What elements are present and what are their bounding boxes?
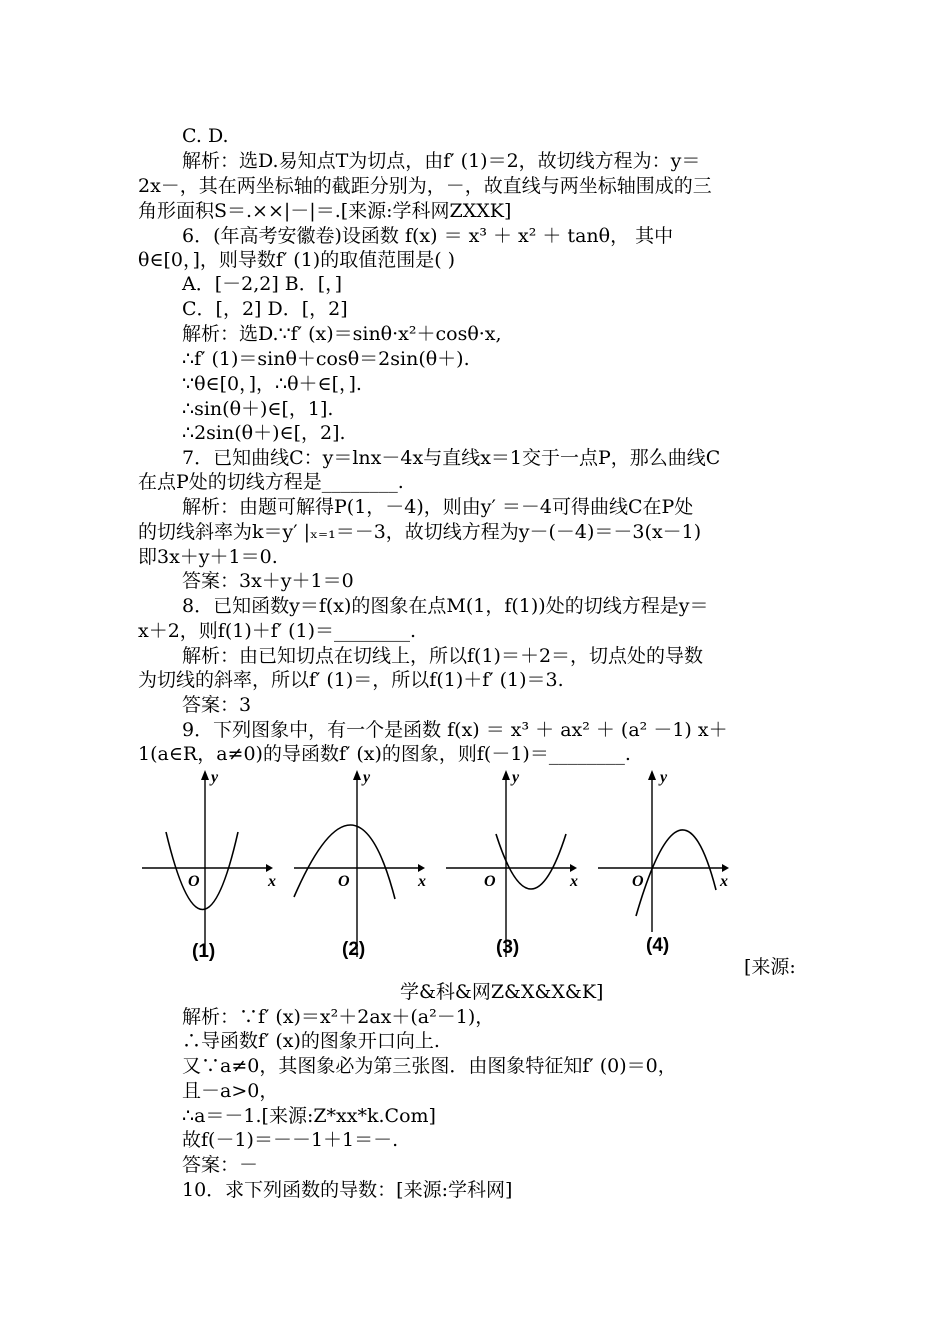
text-line: ∴导函数f′ (x)的图象开口向上. xyxy=(182,1030,440,1052)
text-line: 且－a>0， xyxy=(182,1080,279,1102)
graph-2 xyxy=(290,762,430,962)
x-arrow xyxy=(722,864,729,872)
text-line: 解析：选D.∵f′ (x)＝sinθ·x²＋cosθ·x, xyxy=(182,323,502,345)
text-line: 又∵a≠0，其图象必为第三张图．由图象特征知f′ (0)＝0， xyxy=(182,1055,677,1077)
text-line: 在点P处的切线方程是________. xyxy=(138,471,404,493)
x-arrow xyxy=(570,864,577,872)
y-arrow xyxy=(201,770,209,780)
source-note: [来源: xyxy=(744,956,796,978)
y-label: y xyxy=(363,769,371,786)
text-line: 6．(年高考安徽卷)设函数 f(x) ＝ x³ ＋ x² ＋ tanθ， 其中 xyxy=(182,225,674,247)
text-line: 为切线的斜率，所以f′ (1)＝，所以f(1)＋f′ (1)＝3. xyxy=(138,669,564,691)
text-line: 8．已知函数y＝f(x)的图象在点M(1，f(1))处的切线方程是y＝ xyxy=(182,595,709,617)
figure-caption: (2) xyxy=(342,939,366,960)
text-line: 的切线斜率为k＝y′ |ₓ₌₁＝－3，故切线方程为y－(－4)＝－3(x－1) xyxy=(138,521,702,543)
y-label: y xyxy=(512,769,520,786)
x-arrow xyxy=(266,864,273,872)
text-line: 故f(－1)＝－－1＋1＝－. xyxy=(182,1129,399,1151)
text-line: ∴f′ (1)＝sinθ＋cosθ＝2sin(θ＋). xyxy=(182,348,470,370)
text-line: 解析：选D.易知点T为切点，由f′ (1)＝2，故切线方程为：y＝ xyxy=(182,150,701,172)
text-line: 解析：∵f′ (x)＝x²＋2ax＋(a²－1)， xyxy=(182,1006,495,1028)
y-arrow xyxy=(502,770,510,780)
text-line: 答案：－ xyxy=(182,1154,259,1176)
text-line: 解析：由已知切点在切线上，所以f(1)＝＋2＝，切点处的导数 xyxy=(182,645,704,667)
x-arrow xyxy=(418,864,425,872)
origin-label: O xyxy=(188,873,200,890)
origin-label: O xyxy=(632,873,644,890)
origin-label: O xyxy=(338,873,350,890)
x-label: x xyxy=(570,873,578,890)
source-note: 学&科&网Z&X&X&K] xyxy=(400,981,604,1003)
text-line: θ∈[0，]，则导数f′ (1)的取值范围是( ) xyxy=(138,249,456,271)
text-line: ∴2sin(θ＋)∈[，2]. xyxy=(182,422,346,444)
curve xyxy=(166,832,238,910)
x-label: x xyxy=(418,873,426,890)
graph-4 xyxy=(594,762,734,962)
text-line: 10．求下列函数的导数：[来源:学科网] xyxy=(182,1179,513,1201)
text-line: A．[－2,2] B．[，] xyxy=(182,273,343,295)
y-label: y xyxy=(660,769,668,786)
figure-caption: (1) xyxy=(192,941,216,962)
origin-label: O xyxy=(484,873,496,890)
text-line: 角形面积S＝.××|－|＝.[来源:学科网ZXXK] xyxy=(138,200,512,222)
x-label: x xyxy=(720,873,728,890)
y-arrow xyxy=(648,770,656,780)
y-arrow xyxy=(353,770,361,780)
y-label: y xyxy=(211,769,219,786)
text-line: 2x－，其在两坐标轴的截距分别为，－，故直线与两坐标轴围成的三 xyxy=(138,175,712,197)
figure-caption: (3) xyxy=(496,937,520,958)
text-line: C. D. xyxy=(182,125,229,147)
text-line: 即3x＋y＋1＝0. xyxy=(138,546,278,568)
text-line: ∴sin(θ＋)∈[，1]. xyxy=(182,398,334,420)
text-line: 1(a∈R，a≠0)的导函数f′ (x)的图象，则f(－1)＝________. xyxy=(138,743,631,765)
text-line: 解析：由题可解得P(1，－4)，则由y′ ＝－4可得曲线C在P处 xyxy=(182,496,694,518)
text-line: C．[，2] D．[，2] xyxy=(182,298,348,320)
x-label: x xyxy=(268,873,276,890)
text-line: 答案：3 xyxy=(182,694,252,716)
figure-caption: (4) xyxy=(646,935,670,956)
text-line: ∴a＝－1.[来源:Z*xx*k.Com] xyxy=(182,1105,436,1127)
text-line: ∵θ∈[0，]，∴θ＋∈[，]. xyxy=(182,373,362,395)
text-line: x＋2，则f(1)＋f′ (1)＝________. xyxy=(138,620,417,642)
text-line: 9．下列图象中，有一个是函数 f(x) ＝ x³ ＋ ax² ＋ (a² －1) x＋ xyxy=(182,719,728,741)
graph-3 xyxy=(442,762,582,962)
graph-1 xyxy=(138,762,278,962)
text-line: 答案：3x＋y＋1＝0 xyxy=(182,570,354,592)
curve xyxy=(636,830,716,916)
text-line: 7．已知曲线C：y＝lnx－4x与直线x＝1交于一点P，那么曲线C xyxy=(182,447,721,469)
